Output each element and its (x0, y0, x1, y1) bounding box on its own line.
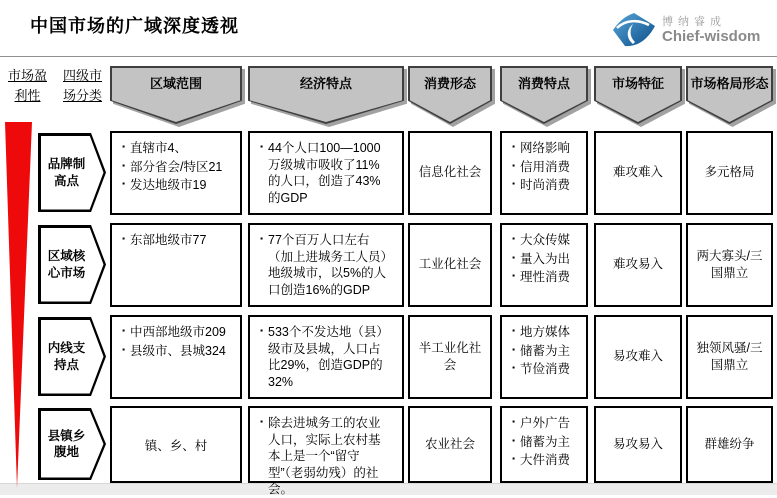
column-header-2 (248, 66, 404, 124)
column-header-5 (594, 66, 682, 124)
bullet-marker: ▪ (122, 326, 125, 335)
bullet-item (507, 415, 576, 432)
row-label-text: 县镇乡腹地 (47, 428, 86, 459)
bullet-item (507, 269, 576, 286)
bullet-marker: ▪ (260, 417, 263, 426)
logo (612, 6, 772, 52)
bullet-text: 储蓄为主 (520, 343, 571, 358)
bullet-item (117, 159, 230, 176)
row-label (38, 408, 106, 480)
bullet-marker: ▪ (512, 234, 515, 243)
cell-consumption-traits (500, 223, 588, 307)
consumption-form-text: 信息化社会 (418, 165, 482, 180)
cell-market-pattern (686, 406, 773, 483)
market-trait-text: 难攻易入 (612, 257, 663, 272)
consumption-form-text: 农业社会 (424, 436, 475, 451)
bullet-text: 理性消费 (520, 270, 571, 284)
bullet-marker: ▪ (122, 179, 125, 188)
bullet-text: 大件消费 (520, 453, 571, 467)
bullet-marker: ▪ (512, 271, 515, 280)
bullet-text: 除去进城务工的农业人口，实际上农村基本上是一个“留守型”（老弱幼残）的社会。 (268, 416, 381, 496)
cell-market-trait (594, 406, 682, 483)
cell-region-scope (110, 131, 242, 215)
bullet-marker: ▪ (512, 179, 515, 188)
page-title: 中国市场的广域深度透视 (30, 16, 239, 36)
bullet-item (255, 415, 392, 498)
column-header-label: 市场特征 (611, 75, 664, 91)
logo-wave-icon (612, 11, 656, 48)
bullet-item (507, 159, 576, 176)
bullet-marker: ▪ (122, 234, 125, 243)
cell-economic-traits (248, 223, 404, 307)
column-header-6 (686, 66, 773, 124)
bullet-text: 直辖市4、 (130, 141, 187, 155)
row-label-text: 区域核心市场 (47, 249, 86, 280)
bullet-marker: ▪ (512, 435, 515, 445)
bullet-item (507, 361, 576, 378)
row-label (38, 317, 106, 396)
table-row (0, 223, 777, 307)
column-header-label: 区域范围 (149, 75, 202, 91)
bullet-text: 77个百万人口左右（加上进城务工人员）地级城市，以5%的人口创造16%的GDP (268, 233, 387, 297)
bullet-item (117, 232, 230, 249)
bullet-text: 中西部地级市209 (130, 325, 226, 339)
market-trait-text: 易攻难入 (612, 349, 663, 364)
bullet-item (117, 324, 230, 341)
column-header-3 (408, 66, 492, 124)
cell-market-trait (594, 315, 682, 399)
cell-market-pattern (686, 131, 773, 215)
market-pattern-text: 群雄纷争 (704, 436, 755, 451)
row-label (38, 133, 106, 212)
cell-economic-traits (248, 315, 404, 399)
axis-label-classification: 四级市场分类 (62, 68, 102, 103)
bullet-text: 节俭消费 (520, 362, 571, 376)
bullet-item (117, 343, 230, 360)
consumption-form-text: 半工业化社会 (418, 340, 482, 372)
bullet-text: 储蓄为主 (520, 434, 571, 449)
bullet-text: 信用消费 (520, 159, 571, 174)
bullet-item (507, 343, 576, 360)
logo-name-cn: 博纳睿成 (662, 15, 726, 28)
cell-region-scope (110, 315, 242, 399)
bullet-marker: ▪ (512, 252, 515, 262)
bullet-text: 44个人口100—1000万级城市吸收了11%的人口，创造了43%的GDP (268, 141, 381, 205)
bullet-marker: ▪ (512, 160, 515, 170)
cell-consumption-form (408, 131, 492, 215)
bullet-item (255, 232, 392, 298)
bullet-text: 户外广告 (520, 416, 571, 430)
cell-consumption-traits (500, 315, 588, 399)
bullet-text: 533个不发达地（县）级市及县城，人口占比29%，创造GDP的32% (268, 325, 389, 389)
bullet-marker: ▪ (260, 142, 263, 151)
cell-consumption-form (408, 406, 492, 483)
market-pattern-text: 独领风骚/三国鼎立 (696, 340, 763, 372)
bullet-item (255, 140, 392, 206)
cell-text: 镇、乡、村 (144, 438, 208, 453)
bullet-item (117, 140, 230, 157)
logo-name-en: Chief-wisdom (662, 27, 761, 45)
bullet-marker: ▪ (512, 363, 515, 372)
bullet-marker: ▪ (512, 326, 515, 335)
bullet-item (507, 452, 576, 469)
cell-market-trait (594, 223, 682, 307)
bullet-item (117, 177, 230, 194)
cell-consumption-traits (500, 131, 588, 215)
cell-market-pattern (686, 223, 773, 307)
bullet-item (507, 232, 576, 249)
bullet-item (507, 251, 576, 268)
market-pattern-text: 两大寡头/三国鼎立 (696, 248, 763, 280)
cell-consumption-form (408, 223, 492, 307)
header-divider (0, 56, 777, 57)
bullet-text: 量入为出 (520, 251, 571, 266)
bullet-text: 发达地级市19 (130, 178, 207, 192)
bullet-item (507, 324, 576, 341)
row-label-text: 品牌制高点 (47, 157, 86, 188)
logo-text (662, 13, 760, 46)
consumption-form-text: 工业化社会 (418, 257, 482, 272)
column-header-4 (500, 66, 588, 124)
column-header-label: 经济特点 (299, 75, 352, 91)
column-header-label: 消费特点 (517, 75, 570, 91)
bullet-text: 东部地级市77 (130, 233, 207, 247)
row-label (38, 225, 106, 304)
table-row (0, 131, 777, 215)
column-header-label: 市场格局形态 (690, 75, 769, 91)
bullet-marker: ▪ (122, 344, 125, 354)
row-label-text: 内线支持点 (47, 341, 86, 372)
bullet-marker: ▪ (512, 417, 515, 426)
table-row (0, 406, 777, 496)
bullet-marker: ▪ (122, 160, 125, 170)
column-header-label: 消费形态 (423, 75, 476, 91)
cell-market-trait (594, 131, 682, 215)
axis-label-profitability: 市场盈利性 (7, 68, 47, 103)
bullet-text: 县级市、县城324 (130, 343, 226, 358)
bullet-item (507, 140, 576, 157)
bullet-text: 网络影响 (520, 141, 571, 155)
bullet-marker: ▪ (122, 142, 125, 151)
bullet-item (507, 177, 576, 194)
bullet-marker: ▪ (512, 344, 515, 354)
bullet-text: 部分省会/特区21 (130, 159, 223, 174)
column-header-1 (110, 66, 242, 124)
cell-region-scope (110, 223, 242, 307)
cell-economic-traits (248, 406, 404, 496)
cell-region-scope (110, 406, 242, 483)
cell-market-pattern (686, 315, 773, 399)
cell-consumption-form (408, 315, 492, 399)
bullet-text: 大众传媒 (520, 233, 571, 247)
table-row (0, 315, 777, 399)
bullet-marker: ▪ (260, 326, 263, 335)
bullet-text: 时尚消费 (520, 178, 571, 192)
cell-consumption-traits (500, 406, 588, 483)
market-trait-text: 易攻易入 (612, 436, 663, 451)
market-trait-text: 难攻难入 (612, 165, 663, 180)
bullet-item (255, 324, 392, 390)
bullet-item (507, 434, 576, 451)
market-pattern-text: 多元格局 (704, 165, 755, 180)
cell-economic-traits (248, 131, 404, 215)
bullet-marker: ▪ (260, 234, 263, 243)
bullet-marker: ▪ (512, 454, 515, 463)
bullet-text: 地方媒体 (520, 325, 571, 339)
bullet-marker: ▪ (512, 142, 515, 151)
